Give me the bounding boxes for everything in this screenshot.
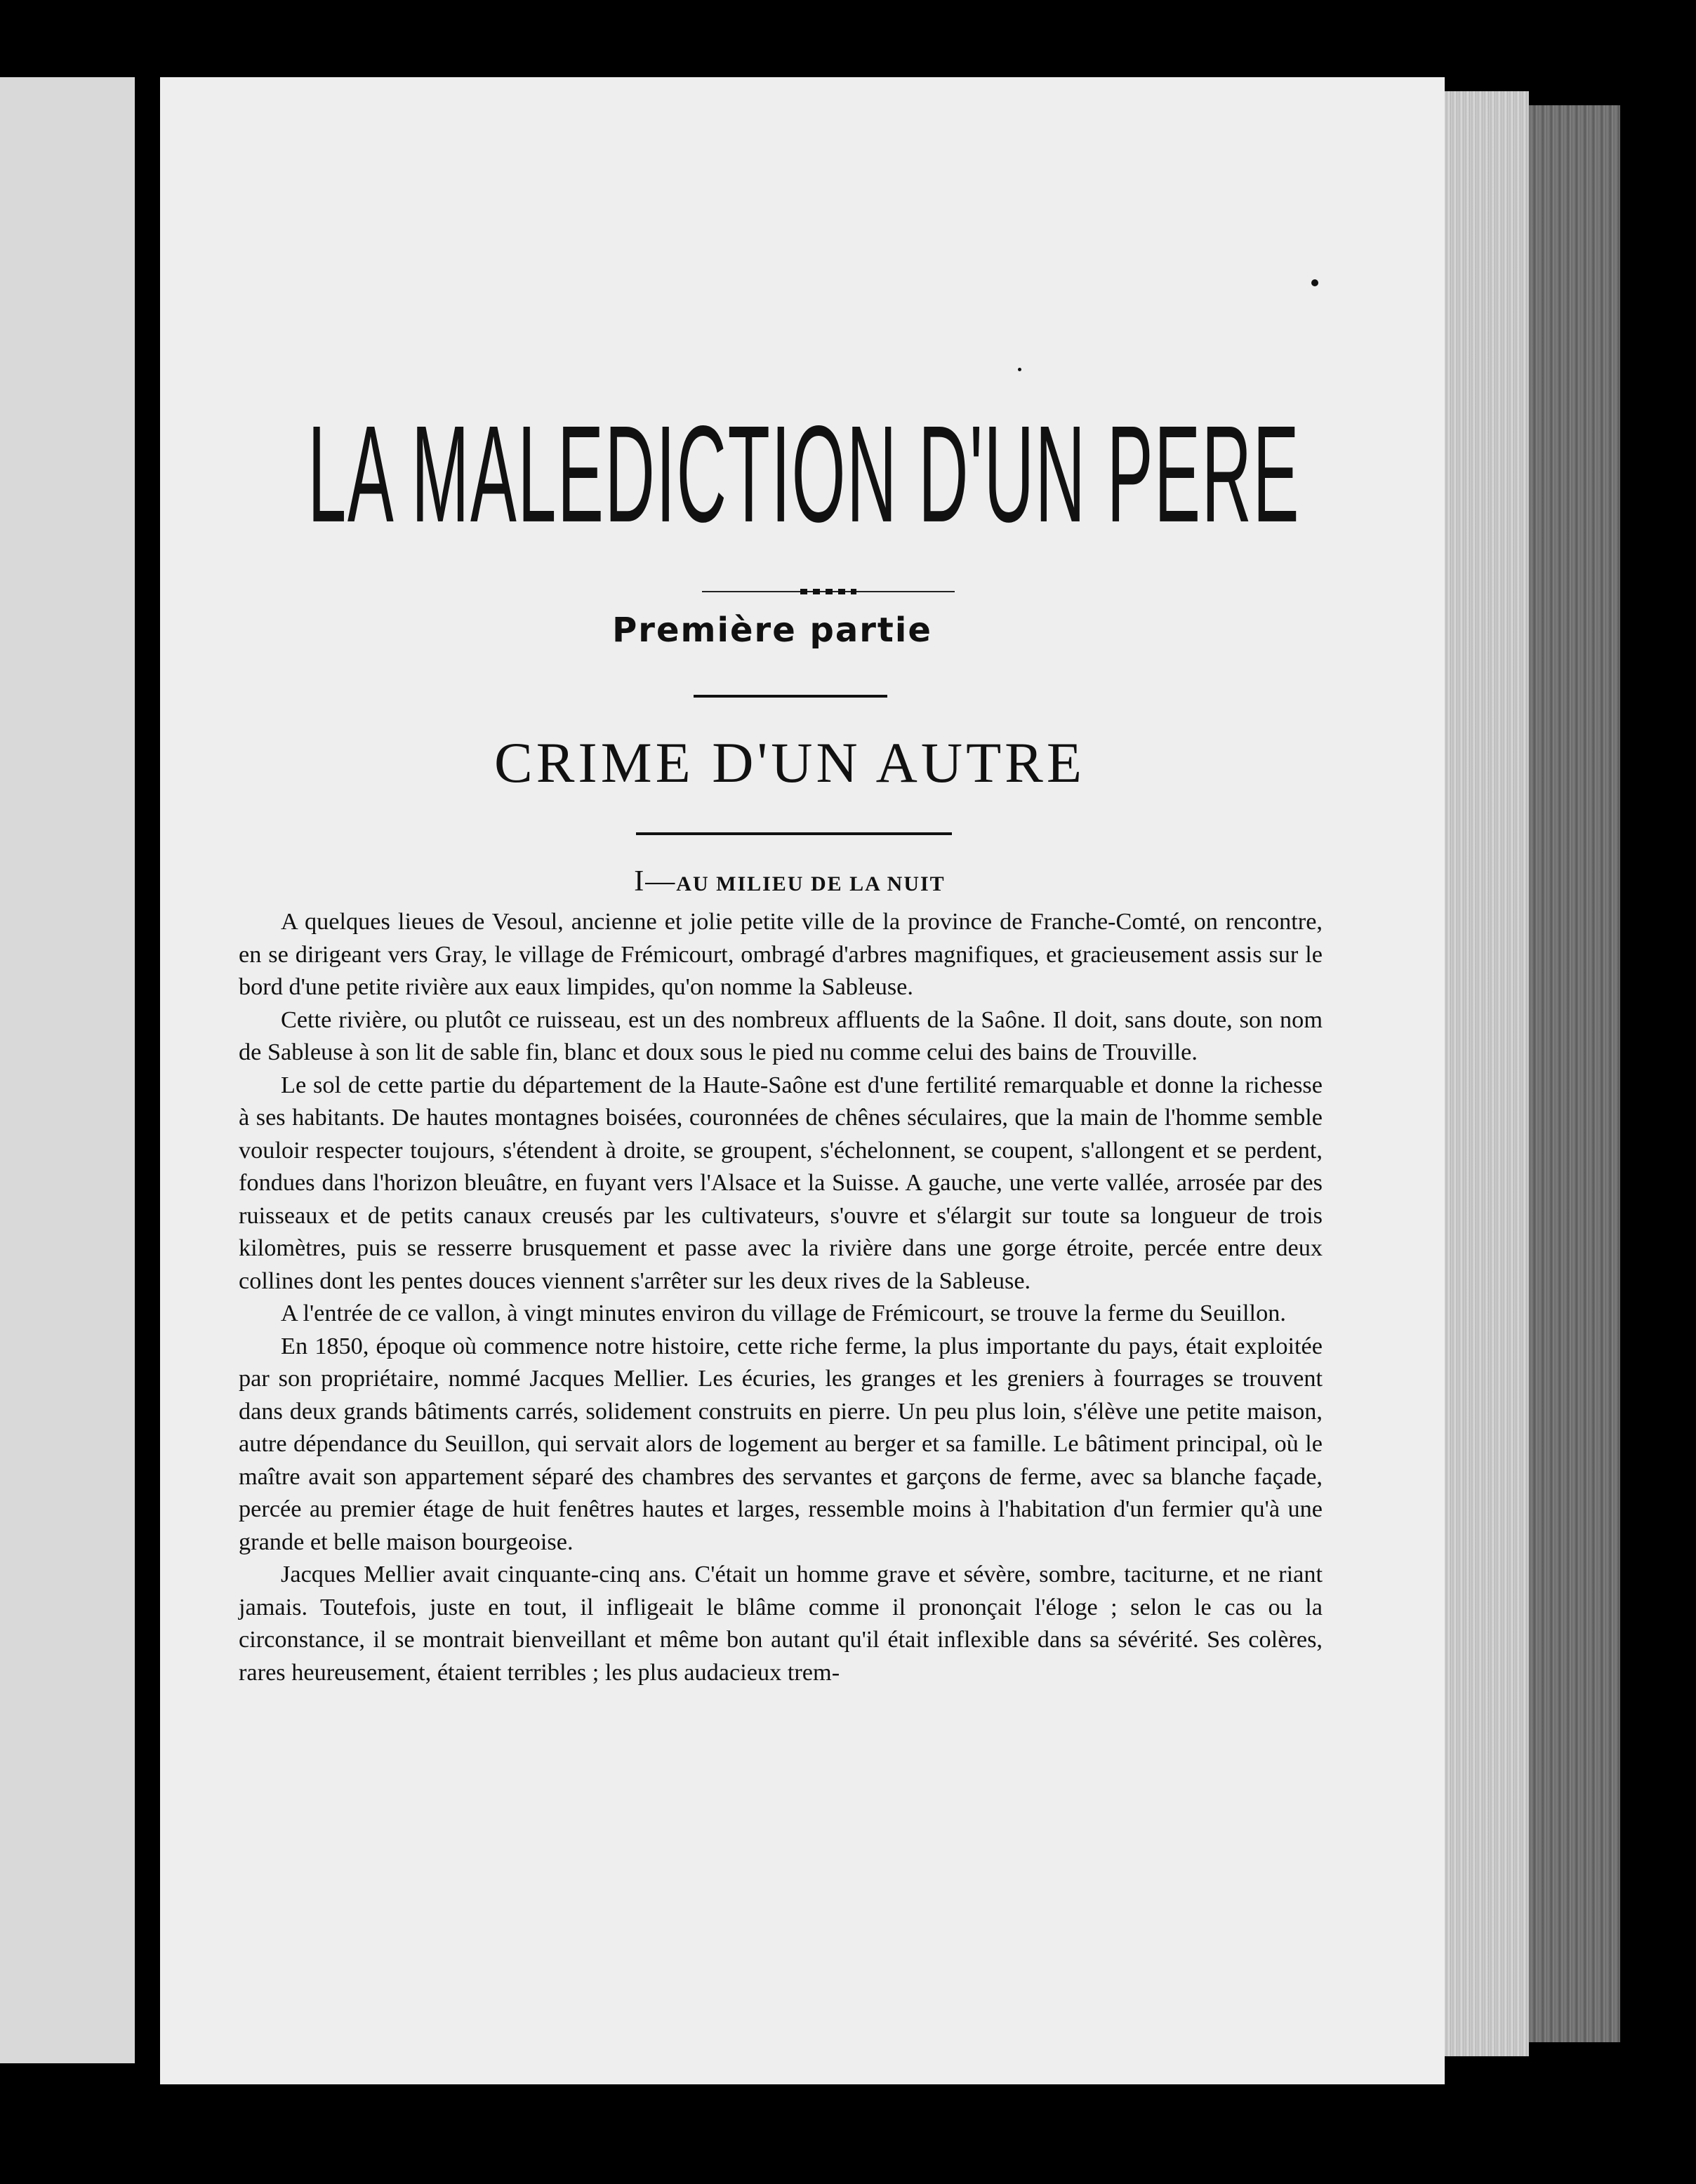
book-title: LA MALEDICTION D'UN PERE [307, 397, 1300, 551]
paragraph: Le sol de cette partie du département de la Haute-Saône est d'une fertilité remarquable et donne la richesse à ses habitants. De hautes montagnes boisées, couronnées de chênes séculaires, que la main de l'homme semble vouloir respecter toujours, s'étendent à droite, se groupent, s'échelonnent, se coupent, s'allongent et se perdent, fondues dans l'horizon bleuâtre, en fuyant vers l'Alsace et la Suisse. A gauche, une verte vallée, arrosée par des ruisseaux et de petits canaux creusés par les cultivateurs, s'ouvre et s'élargit sur toute sa longueur de trois kilomètres, puis se resserre brusquement et passe avec la rivière dans une gorge étroite, percée entre deux collines dont les pentes douces viennent s'arrêter sur les deux rives de la Sableuse. [239, 1071, 1323, 1294]
chapter-title: AU MILIEU DE LA NUIT [676, 872, 946, 895]
divider-rule [636, 832, 952, 835]
scan-speck [1311, 279, 1318, 286]
scan-speck [1018, 368, 1021, 371]
book-gutter [135, 70, 160, 2070]
paragraph: En 1850, époque où commence notre histoire, cette riche ferme, la plus importante du pays, était exploitée par son propriétaire, nommé Jacques Mellier. Les écuries, les granges et les greniers à fourrages se trouvent dans deux grands bâtiments carrés, solidement construits en pierre. Un peu plus loin, s'élève une petite maison, autre dépendance du Seuillon, qui servait alors de logement au berger et sa famille. Le bâtiment principal, où le maître avait son appartement séparé des chambres des servantes et garçons de ferme, avec sa blanche façade, percée au premier étage de huit fenêtres hautes et larges, ressemble moins à l'habitation d'un fermier qu'à une grande et belle maison bourgeoise. [239, 1332, 1323, 1555]
chapter-number: I— [634, 865, 677, 898]
facing-page-edge [0, 77, 135, 2063]
chapter-heading [421, 865, 1158, 898]
section-title: CRIME D'UN AUTRE [494, 731, 1085, 794]
paragraph: A quelques lieues de Vesoul, ancienne et jolie petite ville de la province de Franche-Comté, on rencontre, en se dirigeant vers Gray, le village de Frémicourt, ombragé d'arbres magnifiques, et gracieusement assis sur le bord d'une petite rivière aux eaux limpides, qu'on nomme la Sableuse. [239, 908, 1323, 1000]
title-ornament [702, 587, 955, 597]
part-title: Première partie [612, 611, 932, 650]
paragraph: Cette rivière, ou plutôt ce ruisseau, est un des nombreux affluents de la Saône. Il doit, sans doute, son nom de Sableuse à son lit de sable fin, blanc et doux sous le pied nu comme celui des bains de Trouville. [239, 1006, 1323, 1065]
page-edges [1445, 91, 1529, 2056]
body-text [239, 905, 1323, 1689]
paragraph: A l'entrée de ce vallon, à vingt minutes environ du village de Frémicourt, se trouve la ferme du Seuillon. [281, 1300, 1286, 1326]
divider-rule [694, 695, 887, 698]
paragraph: Jacques Mellier avait cinquante-cinq ans. C'était un homme grave et sévère, sombre, taciturne, et ne riant jamais. Toutefois, juste en tout, il infligeait le blâme comme il prononçait l'éloge ; selon le cas ou la circonstance, il se montrait bienveillant et même bon autant qu'il était inflexible dans sa sévérité. Ses colères, rares heureusement, étaient terribles ; les plus audacieux trem- [239, 1561, 1323, 1686]
book-block-edge [1529, 105, 1620, 2042]
